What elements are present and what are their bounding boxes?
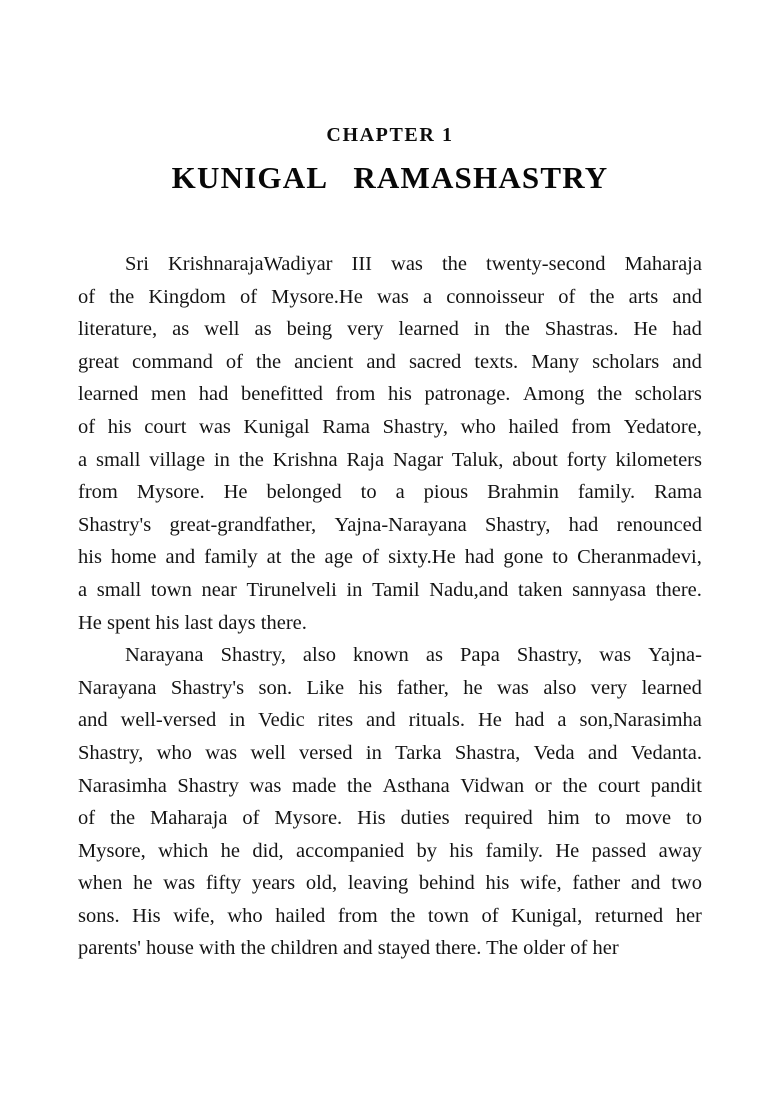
text-line: He spent his last days there. <box>78 611 307 634</box>
text-line: literature, as well as being very learned in the Shastras. He had <box>78 318 702 341</box>
text-line: his home and family at the age of sixty.He had gone to Cheranmadevi, <box>78 546 702 569</box>
text-line: Narayana Shastry, also known as Papa Shastry, was Yajna- <box>125 644 702 667</box>
text-line: Mysore, which he did, accompanied by his family. He passed away <box>78 839 702 862</box>
text-line: and well-versed in Vedic rites and rituals. He had a son,Narasimha <box>78 709 702 732</box>
text-line: Sri KrishnarajaWadiyar III was the twenty-second Maharaja <box>125 253 702 275</box>
text-line: a small town near Tirunelveli in Tamil Nadu,and taken sannyasa there. <box>78 578 702 601</box>
text-line: learned men had benefitted from his patronage. Among the scholars <box>78 383 702 406</box>
text-line: Shastry, who was well versed in Tarka Shastra, Veda and Vedanta. <box>78 741 702 764</box>
text-line: parents' house with the children and stayed there. The older of her <box>78 937 619 960</box>
text-line: of the Kingdom of Mysore.He was a connoisseur of the arts and <box>78 285 702 308</box>
text-line: great command of the ancient and sacred texts. Many scholars and <box>78 350 702 373</box>
chapter-title: KUNIGAL RAMASHASTRY <box>171 160 609 195</box>
text-line: of his court was Kunigal Rama Shastry, who hailed from Yedatore, <box>78 415 702 438</box>
text-line: a small village in the Krishna Raja Nagar Taluk, about forty kilometers <box>78 448 702 471</box>
text-line: from Mysore. He belonged to a pious Brahmin family. Rama <box>78 481 702 504</box>
text-line: Narasimha Shastry was made the Asthana Vidwan or the court pandit <box>78 774 702 797</box>
text-line: Narayana Shastry's son. Like his father, he was also very learned <box>78 676 702 699</box>
text-line: when he was fifty years old, leaving behind his wife, father and two <box>78 872 702 895</box>
text-line: of the Maharaja of Mysore. His duties required him to move to <box>78 807 702 830</box>
text-line: sons. His wife, who hailed from the town of Kunigal, returned her <box>78 904 702 927</box>
chapter-label: CHAPTER 1 <box>326 124 454 146</box>
page-body-text <box>78 248 702 965</box>
text-line: Shastry's great-grandfather, Yajna-Narayana Shastry, had renounced <box>78 513 702 536</box>
